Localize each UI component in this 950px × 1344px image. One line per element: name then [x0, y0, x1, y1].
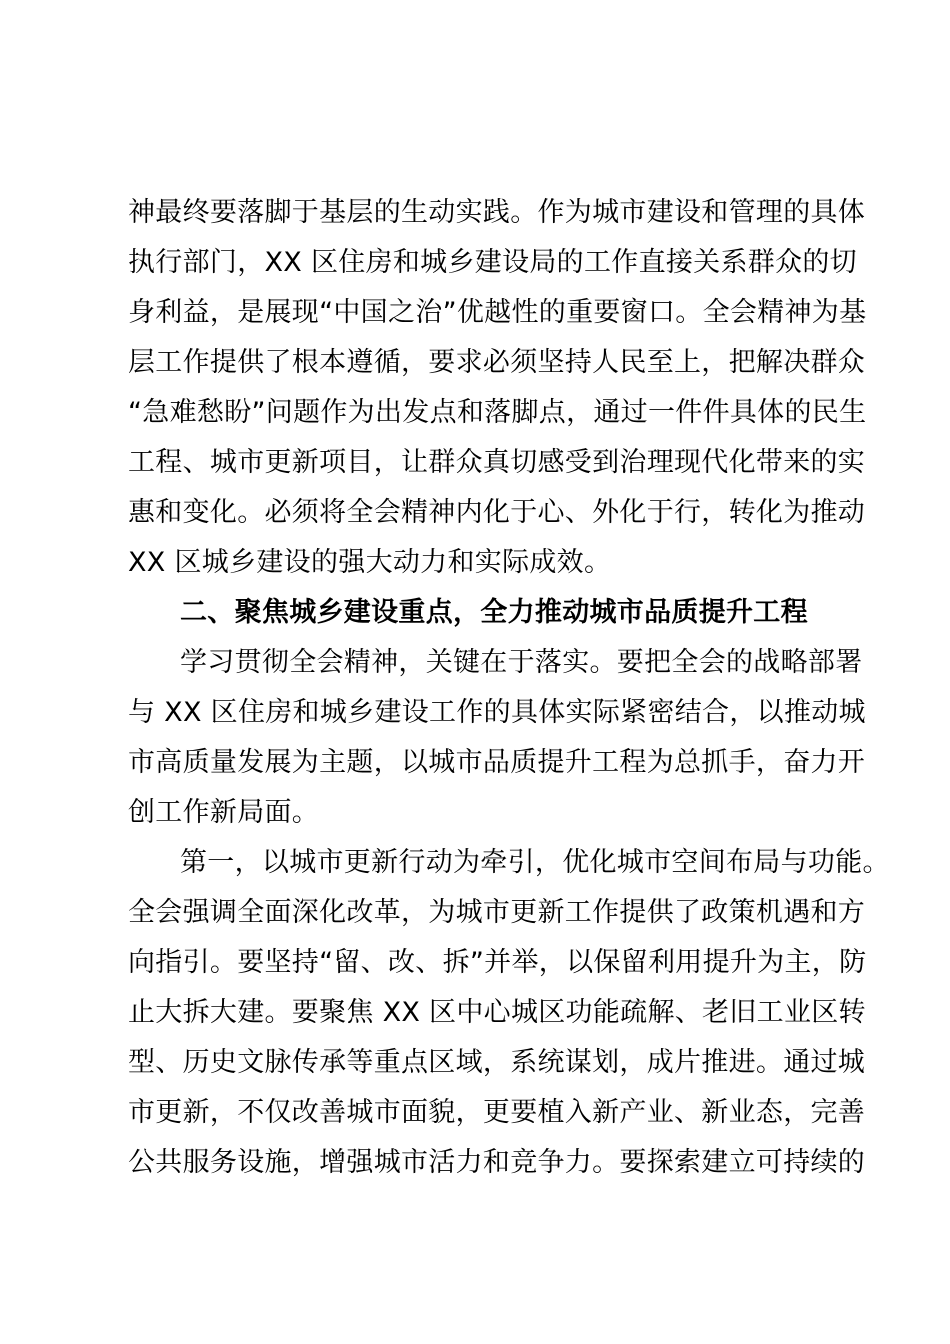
section-heading: 二、聚焦城乡建设重点，全力推动城市品质提升工程: [180, 597, 808, 628]
paragraph-2-line-1: 学习贯彻全会精神，关键在于落实。要把全会的战略部署: [180, 647, 863, 678]
paragraph-1-line-3: 身利益，是展现“中国之治”优越性的重要窗口。全会精神为基: [128, 297, 867, 328]
paragraph-1-line-6: 工程、城市更新项目，让群众真切感受到治理现代化带来的实: [128, 447, 866, 478]
paragraph-3-line-1: 第一，以城市更新行动为牵引，优化城市空间布局与功能。: [180, 847, 890, 878]
paragraph-1-line-4: 层工作提供了根本遵循，要求必须坚持人民至上，把解决群众: [128, 347, 866, 378]
paragraph-1-line-8: XX 区城乡建设的强大动力和实际成效。: [128, 547, 612, 578]
paragraph-3-line-6: 市更新，不仅改善城市面貌，更要植入新产业、新业态，完善: [128, 1097, 866, 1128]
paragraph-3-line-4: 止大拆大建。要聚焦 XX 区中心城区功能疏解、老旧工业区转: [128, 997, 866, 1028]
paragraph-2-line-4: 创工作新局面。: [128, 797, 320, 828]
paragraph-2-line-3: 市高质量发展为主题，以城市品质提升工程为总抓手，奋力开: [128, 747, 866, 778]
paragraph-3-line-7: 公共服务设施，增强城市活力和竞争力。要探索建立可持续的: [128, 1147, 866, 1178]
paragraph-1-line-1: 神最终要落脚于基层的生动实践。作为城市建设和管理的具体: [128, 197, 866, 228]
paragraph-1-line-2: 执行部门，XX 区住房和城乡建设局的工作直接关系群众的切: [128, 247, 857, 278]
paragraph-2-line-2: 与 XX 区住房和城乡建设工作的具体实际紧密结合，以推动城: [128, 697, 866, 728]
paragraph-3-line-5: 型、历史文脉传承等重点区域，系统谋划，成片推进。通过城: [128, 1047, 866, 1078]
paragraph-1-line-5: “急难愁盼”问题作为出发点和落脚点，通过一件件具体的民生: [128, 397, 867, 428]
paragraph-3-line-3: 向指引。要坚持“留、改、拆”并举，以保留利用提升为主，防: [128, 947, 867, 978]
paragraph-1-line-7: 惠和变化。必须将全会精神内化于心、外化于行，转化为推动: [128, 497, 866, 528]
paragraph-3-line-2: 全会强调全面深化改革，为城市更新工作提供了政策机遇和方: [128, 897, 866, 928]
